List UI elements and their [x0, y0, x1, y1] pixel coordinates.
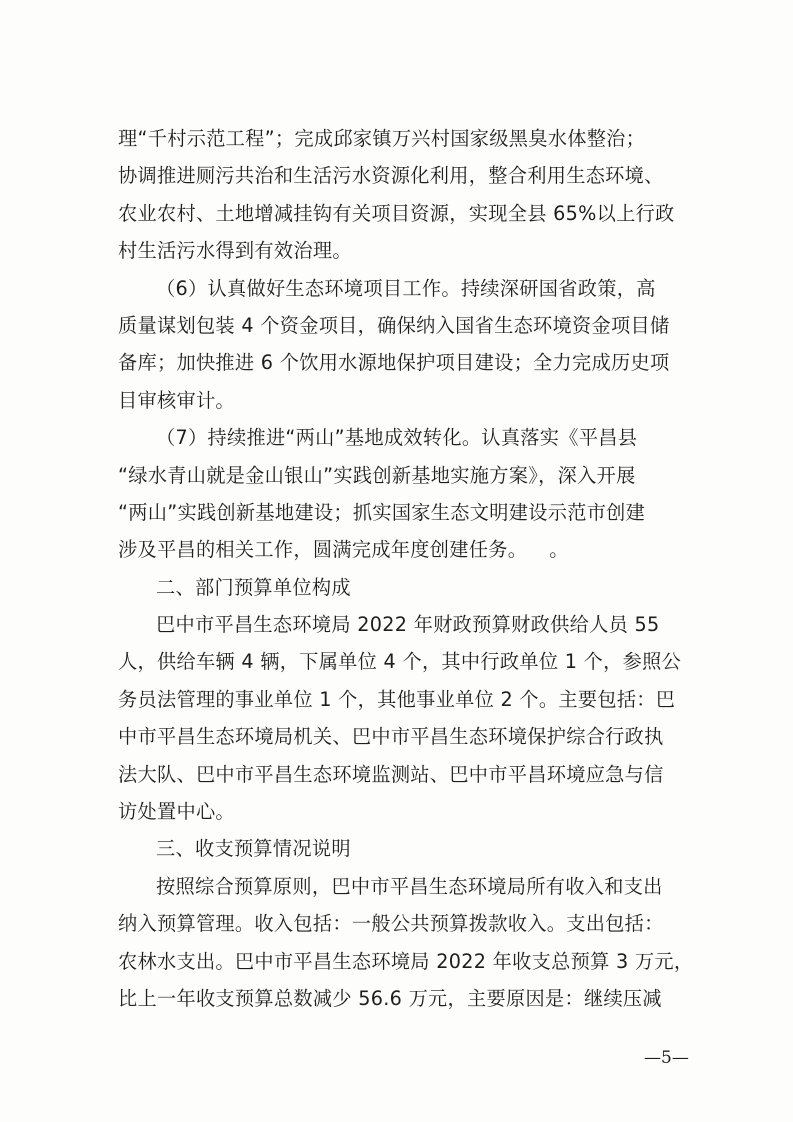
- units-paragraph-first-line: 巴中市平昌生态环境局 2022 年财政预算财政供给人员 55: [156, 613, 660, 637]
- section-heading-units: 二、部门预算单位构成: [156, 575, 351, 599]
- text-line: 目审核审计。: [118, 388, 235, 412]
- body-text: [118, 120, 712, 1017]
- text-line: 协调推进厕污共治和生活污水资源化利用，整合利用生态环境、: [118, 164, 664, 188]
- text-line: “绿水青山就是金山银山”实践创新基地实施方案》，深入开展: [118, 463, 636, 487]
- text-line: 比上一年收支预算总数减少 56.6 万元，主要原因是：继续压减: [118, 986, 662, 1010]
- paragraph-6-first-line: （6）认真做好生态环境项目工作。持续深研国省政策，高: [156, 276, 656, 300]
- text-line: 纳入预算管理。收入包括：一般公共预算拨款收入。支出包括：: [118, 912, 664, 936]
- text-line: 农林水支出。巴中市平昌生态环境局 2022 年收支总预算 3 万元，: [118, 949, 694, 973]
- stray-mark: 。: [549, 538, 569, 562]
- text-line: 中市平昌生态环境局机关、巴中市平昌生态环境保护综合行政执: [118, 725, 664, 749]
- budget-paragraph-first-line: 按照综合预算原则，巴中市平昌生态环境局所有收入和支出: [156, 874, 663, 898]
- text-line: 备库；加快推进 6 个饮用水源地保护项目建设；全力完成历史项: [118, 351, 670, 375]
- text-line: “两山”实践创新基地建设；抓实国家生态文明建设示范市创建: [118, 500, 646, 524]
- text-line-with-mark: [118, 531, 712, 568]
- text-line: 质量谋划包装 4 个资金项目，确保纳入国省生态环境资金项目储: [118, 313, 670, 337]
- text-content: 涉及平昌的相关工作，圆满完成年度创建任务。: [118, 538, 528, 562]
- paragraph-7-first-line: （7）持续推进“两山”基地成效转化。认真落实《平昌县: [156, 426, 638, 450]
- text-line: 务员法管理的事业单位 1 个，其他事业单位 2 个。主要包括：巴: [118, 687, 676, 711]
- text-line: 法大队、巴中市平昌生态环境监测站、巴中市平昌环境应急与信: [118, 762, 664, 786]
- text-line: 访处置中心。: [118, 800, 235, 824]
- text-line: 农业农村、土地增减挂钩有关项目资源，实现全县 65%以上行政: [118, 201, 675, 225]
- text-line: 人，供给车辆 4 辆，下属单位 4 个，其中行政单位 1 个，参照公: [118, 650, 682, 674]
- page-number: —5—: [644, 1048, 689, 1068]
- text-line: 理“千村示范工程”；完成邱家镇万兴村国家级黑臭水体整治；: [118, 127, 646, 150]
- text-line: 村生活污水得到有效治理。: [118, 239, 352, 263]
- section-heading-budget: 三、收支预算情况说明: [156, 837, 351, 861]
